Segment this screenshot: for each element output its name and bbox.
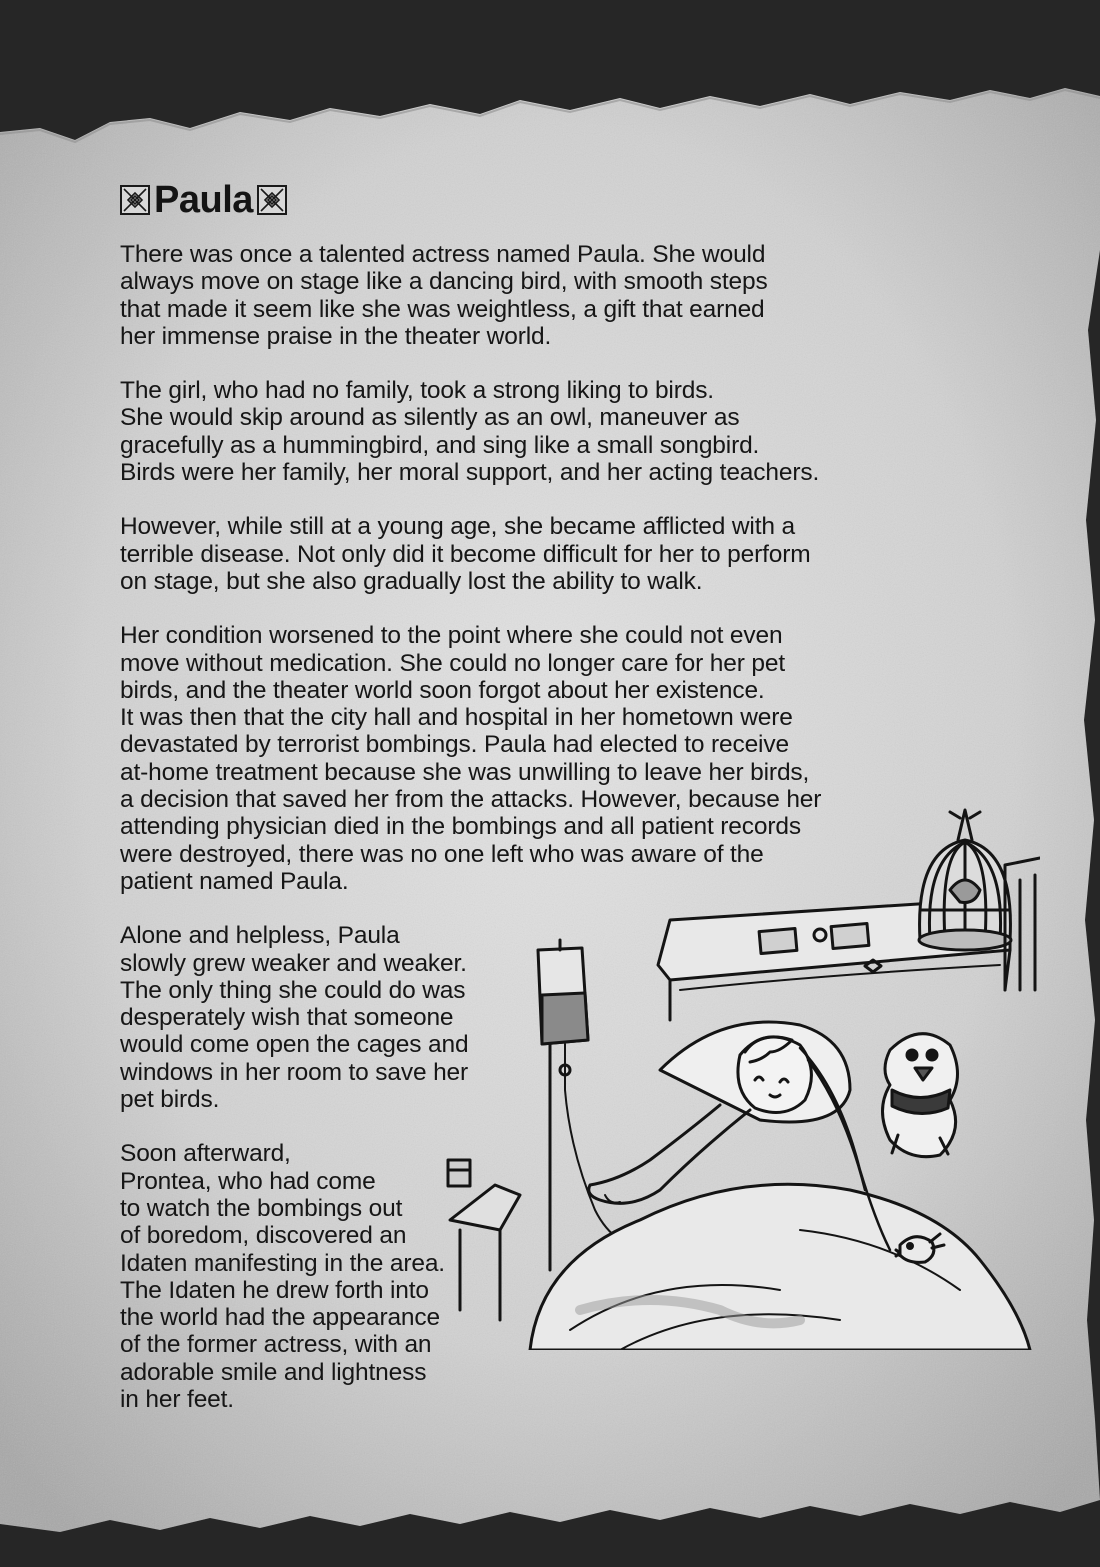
- title-row: [120, 175, 900, 225]
- paragraph-6: Soon afterward, Prontea, who had come to watch the bombings out of boredom, discovered an Idaten manifesting in the area. The Idaten he drew forth into the world had the appearance of the former actress, with an adorable smile and lightness in her feet.: [120, 1140, 445, 1413]
- paragraph-3: However, while still at a young age, she became afflicted with a terrible disease. Not only did it become difficult for her to perform on stage, but she also gradually lost the ability to walk.: [120, 513, 811, 595]
- paragraph-1: There was once a talented actress named Paula. She would always move on stage like a dancing bird, with smooth steps that made it seem like she was weightless, a gift that earned her immense praise in the theater world.: [120, 241, 768, 350]
- ornament-right-icon: [257, 185, 287, 215]
- bedridden-girl-with-birds-illustration: [420, 790, 1040, 1350]
- page-title: Paula: [154, 179, 253, 221]
- paragraph-4: Her condition worsened to the point where she could not even move without medication. She could no longer care for her pet birds, and the theater world soon forgot about her existence. It was then that the city hall and hospital in her hometown were devastated by terrorist bombings. Paula had elected to receive at-home treatment because she was unwilling to leave her birds, a decision that saved her from the attacks. However, because her attending physician died in the bombings and all patient records were destroyed, there was no one left who was aware of the patient named Paula.: [120, 622, 822, 895]
- paragraph-5: Alone and helpless, Paula slowly grew weaker and weaker. The only thing she could do was desperately wish that someone would come open the cages and windows in her room to save her pet birds.: [120, 922, 469, 1114]
- paragraph-2: The girl, who had no family, took a strong liking to birds. She would skip around as silently as an owl, maneuver as gracefully as a hummingbird, and sing like a small songbird. Birds were her family, her moral support, and her acting teachers.: [120, 377, 820, 487]
- ornament-left-icon: [120, 185, 150, 215]
